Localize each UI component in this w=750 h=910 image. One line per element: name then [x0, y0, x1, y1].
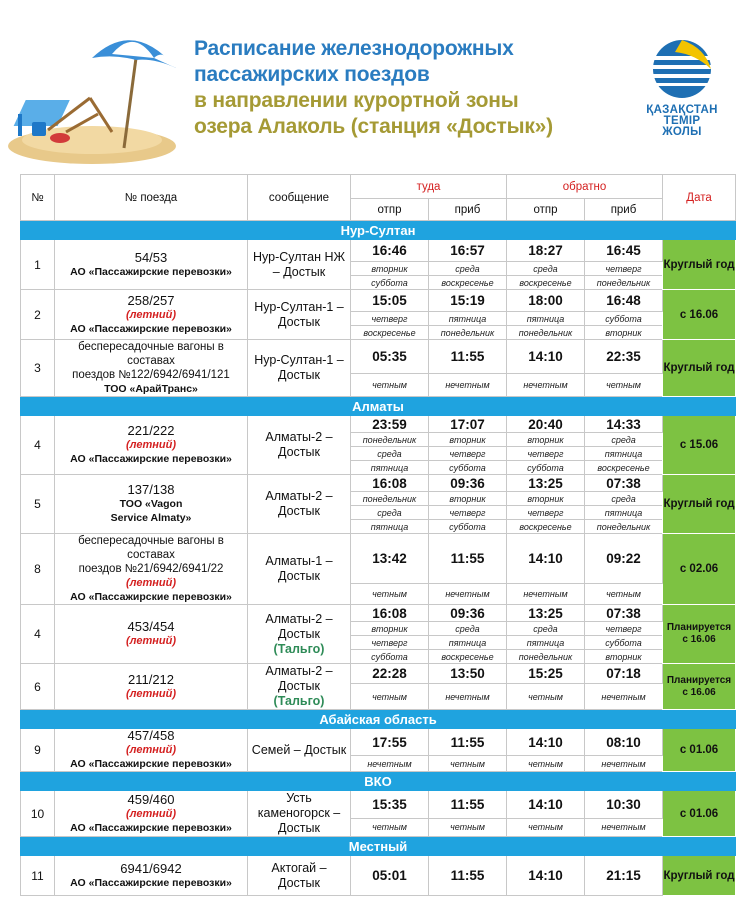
day-cell: нечетным	[429, 374, 507, 397]
logo-line-3: ЖОЛЫ	[662, 126, 702, 138]
section-vko: ВКО	[21, 772, 736, 791]
train-cell	[55, 856, 248, 896]
train-number: 221/222	[127, 423, 175, 438]
train-cell	[55, 534, 248, 605]
train-number: 457/458	[127, 728, 175, 743]
day-cell: четным	[507, 684, 585, 710]
time-cell: 16:08	[351, 475, 429, 492]
time-cell: 17:55	[351, 729, 429, 756]
route-cell	[248, 856, 351, 896]
day-cell: воскресенье	[585, 461, 663, 475]
day-cell: среда	[429, 622, 507, 636]
table-row	[21, 340, 736, 374]
row-num: 11	[21, 856, 55, 896]
train-number: 459/460	[127, 791, 175, 807]
title-line-2: пассажирских поездов	[194, 63, 430, 86]
time-cell: 16:46	[351, 240, 429, 262]
day-cell: четным	[507, 756, 585, 772]
route-line: Достык	[278, 875, 320, 890]
col-back-header: обратно	[507, 175, 663, 199]
day-cell: среда	[429, 262, 507, 276]
day-cell: пятница	[429, 636, 507, 650]
row-num: 4	[21, 605, 55, 664]
talgo-label: (Тальго)	[273, 694, 325, 708]
train-operator: Service Almaty»	[110, 512, 192, 524]
route-line: – Достык	[272, 264, 326, 279]
date-cell	[663, 605, 736, 664]
day-cell: четверг	[351, 312, 429, 326]
back-arr-header: приб	[585, 199, 663, 221]
time-cell: 18:27	[507, 240, 585, 262]
day-cell: среда	[585, 433, 663, 447]
date-cell: с 15.06	[663, 416, 736, 475]
time-cell: 13:42	[351, 534, 429, 584]
date-cell: с 01.06	[663, 791, 736, 837]
ktz-logo	[638, 38, 726, 138]
time-cell: 15:19	[429, 290, 507, 312]
time-cell: 15:25	[507, 664, 585, 684]
summer-label: (летний)	[125, 807, 176, 820]
date-line: Планируется	[666, 622, 732, 633]
wagon-note: поездов №21/6942/6941/22	[78, 563, 224, 575]
day-cell: воскресенье	[507, 276, 585, 290]
day-cell: понедельник	[351, 492, 429, 506]
train-number: 54/53	[134, 249, 168, 265]
table-row	[21, 791, 736, 819]
train-cell	[55, 416, 248, 475]
train-cell	[55, 729, 248, 772]
train-number: 211/212	[127, 671, 175, 687]
train-number: 453/454	[127, 619, 175, 634]
day-cell: понедельник	[507, 326, 585, 340]
date-line: Планируется	[666, 674, 732, 686]
day-cell: вторник	[507, 433, 585, 447]
route-line: Достык	[278, 368, 320, 382]
route-cell	[248, 729, 351, 772]
day-cell: нечетным	[585, 756, 663, 772]
day-cell: нечетным	[429, 583, 507, 604]
day-cell: вторник	[585, 326, 663, 340]
time-cell: 15:05	[351, 290, 429, 312]
route-line: Достык	[278, 821, 320, 835]
day-cell: среда	[585, 492, 663, 506]
time-cell: 07:38	[585, 475, 663, 492]
route-line: Нур-Султан-1 –	[254, 353, 344, 367]
route-cell	[248, 534, 351, 605]
day-cell: четным	[351, 374, 429, 397]
date-cell: с 02.06	[663, 534, 736, 605]
date-cell: с 01.06	[663, 729, 736, 772]
day-cell: пятница	[507, 312, 585, 326]
time-cell: 14:10	[507, 856, 585, 896]
day-cell: суббота	[585, 636, 663, 650]
table-row	[21, 605, 736, 622]
train-cell	[55, 240, 248, 290]
day-cell: воскресенье	[429, 650, 507, 664]
train-operator: АО «Пассажирские перевозки»	[70, 453, 232, 465]
day-cell: вторник	[585, 650, 663, 664]
time-cell: 23:59	[351, 416, 429, 433]
route-cell	[248, 664, 351, 710]
route-line: Достык	[278, 504, 320, 518]
time-cell: 07:38	[585, 605, 663, 622]
time-cell: 09:36	[429, 605, 507, 622]
summer-label: (летний)	[125, 687, 176, 700]
table-row	[21, 534, 736, 584]
time-cell: 14:10	[507, 340, 585, 374]
route-line: Алматы-1 –	[265, 554, 333, 568]
day-cell: четным	[585, 374, 663, 397]
col-route-header: сообщение	[248, 175, 351, 221]
day-cell: понедельник	[351, 433, 429, 447]
day-cell: понедельник	[507, 650, 585, 664]
day-cell: воскресенье	[429, 276, 507, 290]
row-num: 10	[21, 791, 55, 837]
row-num: 2	[21, 290, 55, 340]
header-row	[21, 175, 736, 199]
time-cell: 11:55	[429, 791, 507, 819]
title-line-3: в направлении курортной зоны	[194, 89, 519, 112]
col-num-header: №	[21, 175, 55, 221]
route-line: Достык	[278, 626, 320, 641]
back-dep-header: отпр	[507, 199, 585, 221]
section-abai: Абайская область	[21, 710, 736, 729]
row-num: 4	[21, 416, 55, 475]
train-cell	[55, 475, 248, 534]
row-num: 5	[21, 475, 55, 534]
time-cell: 13:25	[507, 475, 585, 492]
time-cell: 16:57	[429, 240, 507, 262]
day-cell: понедельник	[429, 326, 507, 340]
section-local: Местный	[21, 837, 736, 856]
title-line-1: Расписание железнодорожных	[194, 37, 514, 60]
row-num: 8	[21, 534, 55, 605]
route-line: Алматы-2 –	[265, 611, 333, 626]
route-line: Нур-Султан НЖ	[252, 249, 346, 264]
wagon-note: поездов №122/6942/6941/121	[72, 369, 230, 381]
day-cell: воскресенье	[351, 326, 429, 340]
day-cell: нечетным	[585, 818, 663, 836]
summer-label: (летний)	[125, 439, 176, 451]
train-cell	[55, 290, 248, 340]
day-cell: понедельник	[585, 276, 663, 290]
wagon-note: беспересадочные вагоны в составах	[78, 535, 224, 561]
route-cell	[248, 240, 351, 290]
time-cell: 05:01	[351, 856, 429, 896]
train-number: 137/138	[127, 482, 175, 497]
time-cell: 14:33	[585, 416, 663, 433]
day-cell: пятница	[351, 461, 429, 475]
train-operator: АО «Пассажирские перевозки»	[70, 876, 232, 889]
date-cell: Круглый год	[663, 340, 736, 397]
route-line: каменогорск –	[257, 806, 341, 820]
summer-label: (летний)	[125, 308, 176, 321]
route-line: Достык	[278, 569, 320, 583]
day-cell: четным	[429, 756, 507, 772]
day-cell: вторник	[429, 433, 507, 447]
summer-label: (летний)	[125, 635, 176, 647]
train-cell	[55, 664, 248, 710]
day-cell: нечетным	[585, 684, 663, 710]
day-cell: четверг	[429, 447, 507, 461]
table-row	[21, 416, 736, 433]
time-cell: 10:30	[585, 791, 663, 819]
route-line: Достык	[278, 679, 320, 693]
route-line: Алматы-2 –	[265, 430, 333, 444]
time-cell: 15:35	[351, 791, 429, 819]
route-line: Актогай –	[271, 860, 327, 875]
col-there-header: туда	[351, 175, 507, 199]
day-cell: вторник	[429, 492, 507, 506]
day-cell: пятница	[351, 520, 429, 534]
day-cell: нечетным	[429, 684, 507, 710]
route-line: Усть	[286, 791, 312, 805]
route-line: Алматы-2 –	[265, 489, 333, 503]
time-cell: 17:07	[429, 416, 507, 433]
time-cell: 11:55	[429, 729, 507, 756]
day-cell: вторник	[351, 262, 429, 276]
date-line: с 16.06	[682, 634, 716, 645]
day-cell: воскресенье	[507, 520, 585, 534]
route-cell	[248, 416, 351, 475]
train-operator: АО «Пассажирские перевозки»	[70, 265, 232, 278]
day-cell: четным	[351, 583, 429, 604]
time-cell: 16:48	[585, 290, 663, 312]
day-cell: нечетным	[507, 374, 585, 397]
day-cell: суббота	[429, 520, 507, 534]
time-cell: 11:55	[429, 340, 507, 374]
logo-line-1: ҚАЗАҚСТАН	[646, 104, 718, 116]
time-cell: 08:10	[585, 729, 663, 756]
day-cell: четверг	[507, 447, 585, 461]
time-cell: 05:35	[351, 340, 429, 374]
table-row	[21, 240, 736, 262]
there-arr-header: приб	[429, 199, 507, 221]
train-operator: ТОО «Vagon	[119, 498, 183, 510]
day-cell: среда	[507, 622, 585, 636]
day-cell: четным	[351, 684, 429, 710]
day-cell: суббота	[585, 312, 663, 326]
time-cell: 20:40	[507, 416, 585, 433]
route-line: Достык	[278, 445, 320, 459]
section-almaty: Алматы	[21, 397, 736, 416]
day-cell: среда	[351, 506, 429, 520]
day-cell: четверг	[507, 506, 585, 520]
day-cell: пятница	[585, 506, 663, 520]
route-cell	[248, 340, 351, 397]
schedule-table	[20, 174, 736, 896]
day-cell: среда	[351, 447, 429, 461]
train-operator: АО «Пассажирские перевозки»	[70, 821, 232, 834]
route-cell	[248, 605, 351, 664]
title-line-4: озера Алаколь (станция «Достык»)	[194, 115, 553, 138]
time-cell: 16:45	[585, 240, 663, 262]
route-cell	[248, 475, 351, 534]
table-row	[21, 729, 736, 756]
day-cell: вторник	[351, 622, 429, 636]
train-cell	[55, 791, 248, 837]
there-dep-header: отпр	[351, 199, 429, 221]
day-cell: понедельник	[585, 520, 663, 534]
train-operator: АО «Пассажирские перевозки»	[70, 591, 232, 603]
day-cell: нечетным	[351, 756, 429, 772]
date-cell: Круглый год	[663, 240, 736, 290]
logo-line-2: ТЕМІР	[663, 115, 701, 127]
day-cell: пятница	[507, 636, 585, 650]
time-cell: 09:22	[585, 534, 663, 584]
route-cell	[248, 290, 351, 340]
time-cell: 11:55	[429, 856, 507, 896]
time-cell: 16:08	[351, 605, 429, 622]
time-cell: 21:15	[585, 856, 663, 896]
row-num: 6	[21, 664, 55, 710]
date-line: с 16.06	[682, 686, 716, 698]
day-cell: четверг	[429, 506, 507, 520]
train-number: 6941/6942	[120, 860, 182, 876]
table-row	[21, 475, 736, 492]
ktz-logo-icon	[645, 38, 719, 100]
time-cell: 14:10	[507, 729, 585, 756]
day-cell: четным	[585, 583, 663, 604]
col-train-header: № поезда	[55, 175, 248, 221]
wagon-note: беспересадочные вагоны в составах	[78, 341, 224, 367]
talgo-label: (Тальго)	[273, 641, 325, 656]
row-num: 3	[21, 340, 55, 397]
day-cell: вторник	[507, 492, 585, 506]
day-cell: суббота	[429, 461, 507, 475]
page-title	[194, 36, 553, 140]
time-cell: 13:50	[429, 664, 507, 684]
time-cell: 22:28	[351, 664, 429, 684]
route-line: Достык	[278, 314, 320, 329]
time-cell: 07:18	[585, 664, 663, 684]
table-row	[21, 856, 736, 896]
route-line: Семей – Достык	[251, 742, 347, 757]
header	[0, 0, 750, 172]
table-row	[21, 290, 736, 312]
table-row	[21, 664, 736, 684]
train-operator: ТОО «АрайТранс»	[104, 383, 198, 395]
day-cell: четверг	[351, 636, 429, 650]
time-cell: 14:10	[507, 534, 585, 584]
time-cell: 11:55	[429, 534, 507, 584]
col-date-header: Дата	[663, 175, 736, 221]
time-cell: 13:25	[507, 605, 585, 622]
route-line: Алматы-2 –	[265, 664, 333, 678]
date-cell: с 16.06	[663, 290, 736, 340]
day-cell: четверг	[585, 622, 663, 636]
day-cell: четным	[429, 818, 507, 836]
time-cell: 09:36	[429, 475, 507, 492]
route-line: Нур-Султан-1 –	[254, 299, 344, 314]
row-num: 9	[21, 729, 55, 772]
train-number: 258/257	[127, 292, 175, 308]
day-cell: нечетным	[507, 583, 585, 604]
day-cell: суббота	[507, 461, 585, 475]
row-num: 1	[21, 240, 55, 290]
train-operator: АО «Пассажирские перевозки»	[70, 758, 232, 770]
day-cell: среда	[507, 262, 585, 276]
route-cell	[248, 791, 351, 837]
date-cell	[663, 664, 736, 710]
section-nur-sultan: Нур-Султан	[21, 221, 736, 240]
date-cell: Круглый год	[663, 475, 736, 534]
date-cell: Круглый год	[663, 856, 736, 896]
time-cell: 18:00	[507, 290, 585, 312]
beach-umbrella-illustration	[4, 18, 180, 168]
day-cell: четверг	[585, 262, 663, 276]
day-cell: пятница	[585, 447, 663, 461]
train-cell	[55, 605, 248, 664]
day-cell: суббота	[351, 276, 429, 290]
time-cell: 22:35	[585, 340, 663, 374]
day-cell: четным	[351, 818, 429, 836]
train-cell	[55, 340, 248, 397]
summer-label: (летний)	[125, 577, 176, 589]
train-operator: АО «Пассажирские перевозки»	[70, 322, 232, 335]
time-cell: 14:10	[507, 791, 585, 819]
day-cell: пятница	[429, 312, 507, 326]
day-cell: суббота	[351, 650, 429, 664]
summer-label: (летний)	[125, 744, 176, 756]
day-cell: четным	[507, 818, 585, 836]
